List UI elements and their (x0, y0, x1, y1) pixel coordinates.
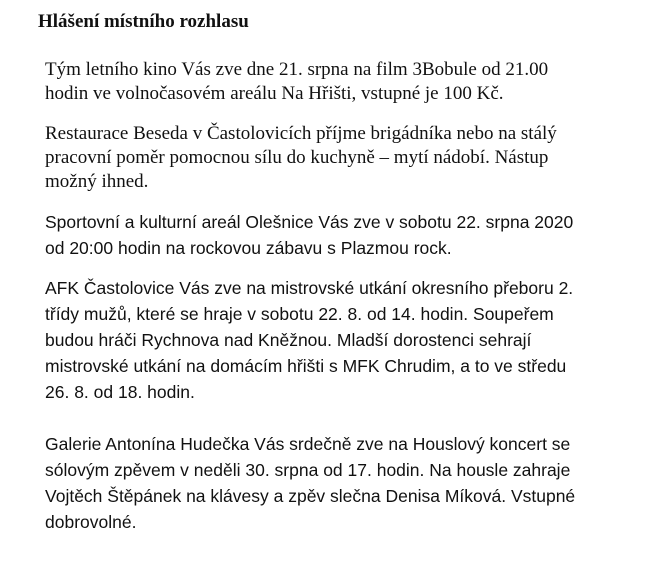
text-line: budou hráči Rychnova nad Kněžnou. Mladší dorostenci sehrají (45, 330, 532, 350)
text-line: Galerie Antonína Hudečka Vás srdečně zve na Houslový koncert se (45, 434, 571, 454)
text-line: AFK Častolovice Vás zve na mistrovské utkání okresního přeboru 2. (45, 278, 574, 298)
announcement-restaurant-job (45, 122, 635, 194)
text-line: Sportovní a kulturní areál Olešnice Vás zve v sobotu 22. srpna 2020 (45, 212, 574, 232)
text-line: možný ihned. (45, 171, 149, 192)
text-line: 26. 8. od 18. hodin. (45, 382, 195, 402)
text-line: třídy mužů, které se hraje v sobotu 22. 8. od 14. hodin. Soupeřem (45, 304, 554, 324)
text-line: Vojtěch Štěpánek na klávesy a zpěv slečna Denisa Míková. Vstupné (45, 486, 576, 506)
announcement-summer-cinema (45, 58, 635, 106)
text-line: hodin ve volnočasovém areálu Na Hřišti, vstupné je 100 Kč. (45, 83, 504, 104)
announcement-violin-concert (45, 431, 635, 535)
text-line: dobrovolné. (45, 512, 137, 532)
text-line: mistrovské utkání na domácím hřišti s MFK Chrudim, a to ve středu (45, 356, 567, 376)
text-line: od 20:00 hodin na rockovou zábavu s Plazmou rock. (45, 238, 452, 258)
text-line: pracovní poměr pomocnou sílu do kuchyně – mytí nádobí. Nástup (45, 147, 549, 168)
text-line: Restaurace Beseda v Častolovicích příjme brigádníka nebo na stálý (45, 123, 557, 144)
text-line: Tým letního kino Vás zve dne 21. srpna na film 3Bobule od 21.00 (45, 59, 549, 80)
page-title: Hlášení místního rozhlasu (38, 11, 249, 32)
announcement-football-match (45, 275, 635, 405)
text-line: sólovým zpěvem v neděli 30. srpna od 17. hodin. Na housle zahraje (45, 460, 571, 480)
announcement-rock-party (45, 209, 635, 261)
